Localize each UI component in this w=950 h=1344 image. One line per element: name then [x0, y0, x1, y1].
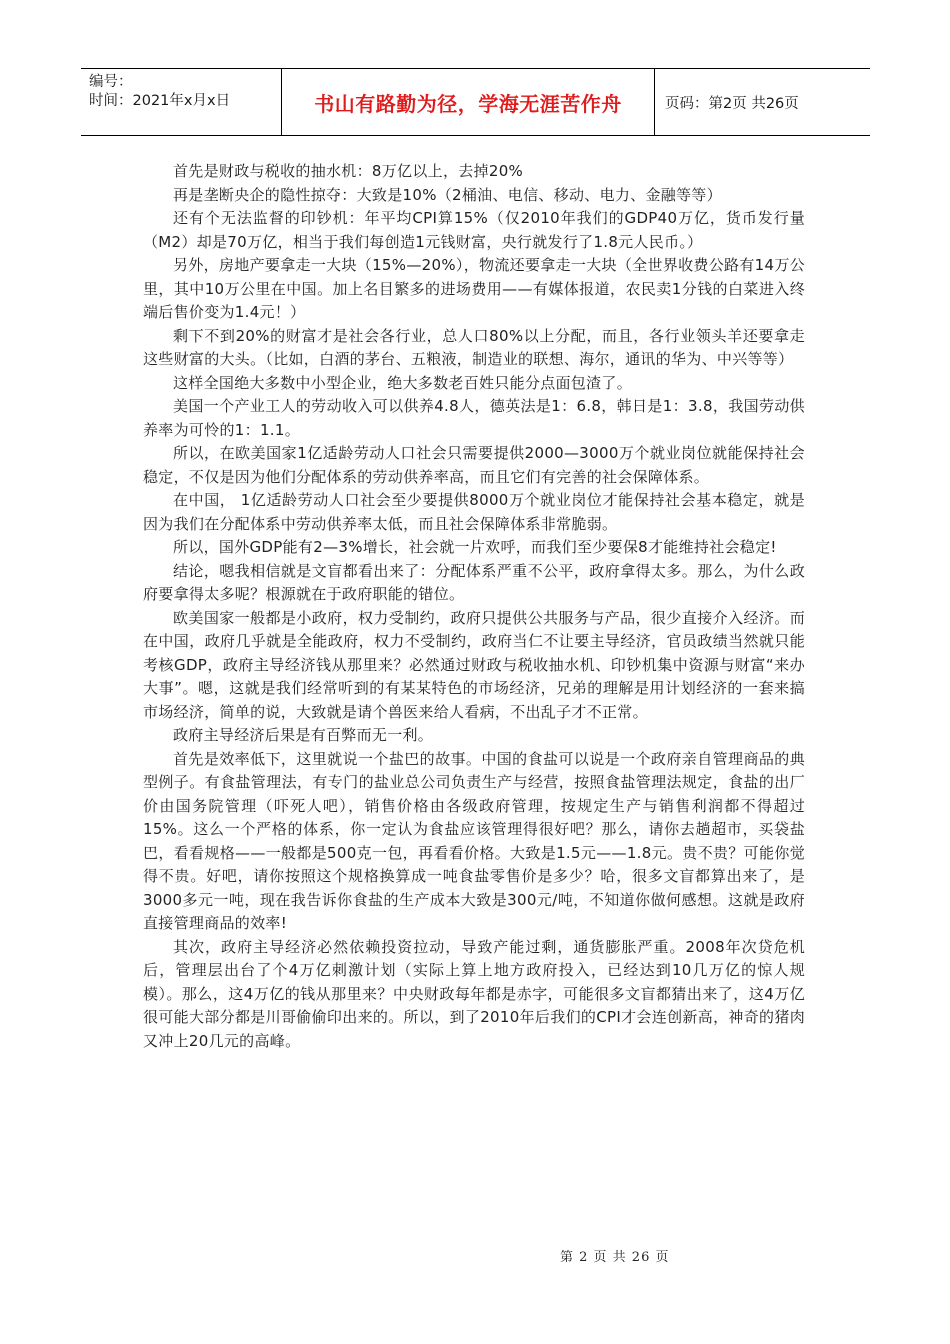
paragraph: 还有个无法监督的印钞机：年平均CPI算15%（仅2010年我们的GDP40万亿，货币发行量（M2）却是70万亿，相当于我们每创造1元钱财富，央行就发行了1.8元人民币。） [143, 209, 805, 251]
paragraph: 所以，国外GDP能有2—3%增长，社会就一片欢呼，而我们至少要保8才能维持社会稳定! [173, 538, 777, 556]
paragraph: 首先是效率低下，这里就说一个盐巴的故事。中国的食盐可以说是一个政府亲自管理商品的典型例子。有食盐管理法，有专门的盐业总公司负责生产与经营，按照食盐管理法规定，食盐的出厂价由国务院管理（吓死人吧），销售价格由各级政府管理，按规定生产与销售利润都不得超过15%。这么一个严格的体系，你一定认为食盐应该管理得很好吧？那么，请你去趟超市，买袋盐巴，看看规格——一般都是500克一包，再看看价格。大致是1.5元——1.8元。贵不贵？可能你觉得不贵。好吧，请你按照这个规格换算成一吨食盐零售价是多少？哈，很多文盲都算出来了，是3000多元一吨，现在我告诉你食盐的生产成本大致是300元/吨，不知道你做何感想。这就是政府直接管理商品的效率! [143, 749, 805, 932]
paragraph: 在中国， 1亿适龄劳动人口社会至少要提供8000万个就业岗位才能保持社会基本稳定，就是因为我们在分配体系中劳动供养率太低，而且社会保障体系非常脆弱。 [143, 491, 805, 533]
paragraph: 欧美国家一般都是小政府，权力受制约，政府只提供公共服务与产品，很少直接介入经济。而在中国，政府几乎就是全能政府，权力不受制约，政府当仁不让要主导经济，官员政绩当然就只能考核GDP，政府主导经济钱从那里来？必然通过财政与税收抽水机、印钞机集中资源与财富“来办大事”。嗯，这就是我们经常听到的有某某特色的市场经济，兄弟的理解是用计划经济的一套来搞市场经济，简单的说，大致就是请个兽医来给人看病，不出乱子才不正常。 [143, 608, 805, 721]
page-header [81, 68, 870, 136]
paragraph: 所以，在欧美国家1亿适龄劳动人口社会只需要提供2000—3000万个就业岗位就能保持社会稳定，不仅是因为他们分配体系的劳动供养率高，而且它们有完善的社会保障体系。 [143, 444, 805, 486]
header-meta [81, 69, 282, 135]
paragraph: 再是垄断央企的隐性掠夺：大致是10%（2桶油、电信、移动、电力、金融等等） [173, 185, 722, 204]
paragraph: 这样全国绝大多数中小型企业，绝大多数老百姓只能分点面包渣了。 [173, 373, 633, 392]
paragraph: 美国一个产业工人的劳动收入可以供养4.8人，德英法是1：6.8，韩日是1：3.8，我国劳动供养率为可怜的1：1.1。 [143, 397, 805, 439]
paragraph: 首先是财政与税收的抽水机：8万亿以上，去掉20% [173, 162, 524, 180]
code-label: 编号： [89, 74, 133, 90]
paragraph: 剩下不到20%的财富才是社会各行业，总人口80%以上分配，而且，各行业领头羊还要拿走这些财富的大头。（比如，白酒的茅台、五粮液，制造业的联想、海尔，通讯的华为、中兴等等） [143, 326, 805, 368]
time-label: 时间：2021年x月x日 [89, 93, 231, 109]
header-page-info: 页码：第2页 共26页 [665, 95, 799, 112]
paragraph: 其次，政府主导经济必然依赖投资拉动，导致产能过剩，通货膨胀严重。2008年次贷危机后，管理层出台了个4万亿刺激计划（实际上算上地方政府投入，已经达到10几万亿的惊人规模）。那么，这4万亿的钱从那里来？中央财政每年都是赤字，可能很多文盲都猜出来了，这4万亿很可能大部分都是川哥偷偷印出来的。所以，到了2010年后我们的CPI才会连创新高，神奇的猪肉又冲上20几元的高峰。 [143, 937, 805, 1050]
page-footer: 第 2 页 共 26 页 [560, 1250, 670, 1265]
header-motto: 书山有路勤为径，学海无涯苦作舟 [282, 69, 655, 135]
paragraph: 结论，嗯我相信就是文盲都看出来了：分配体系严重不公平，政府拿得太多。那么，为什么政府要拿得太多呢？根源就在于政府职能的错位。 [143, 561, 805, 603]
paragraph: 政府主导经济后果是有百弊而无一利。 [173, 726, 434, 744]
body-text [143, 160, 805, 1053]
paragraph: 另外，房地产要拿走一大块（15%—20%），物流还要拿走一大块（全世界收费公路有14万公里，其中10万公里在中国。加上名目繁多的进场费用——有媒体报道，农民卖1分钱的白菜进入终端后售价变为1.4元！） [143, 256, 805, 321]
